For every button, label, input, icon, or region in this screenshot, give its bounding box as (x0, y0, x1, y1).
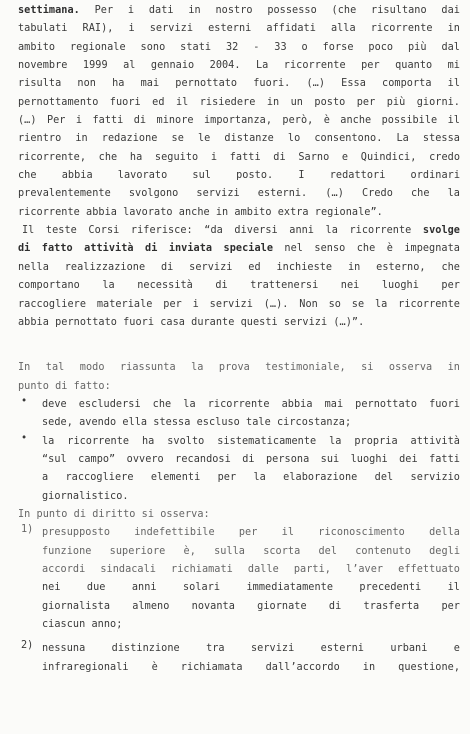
text-line: raccogliere materiale per i servizi (…). Non so se la ricorrente (18, 298, 460, 310)
text-line: ricorrente abbia lavorato anche in ambito extra regionale”. (18, 206, 383, 218)
text-line (18, 240, 460, 258)
text-line: risulta non ha mai pernottato fuori. (…) Essa comporta il (18, 78, 460, 90)
text-line: ricorrente, che ha seguito i fatti di Sarno e Quindici, credo (18, 151, 460, 163)
text-line: funzione superiore è, sulla scorta del contenuto degli (42, 545, 460, 557)
text-line: punto di fatto: (18, 380, 111, 392)
paragraph-summary (18, 359, 460, 396)
text-line: nei due anni solari immediatamente precedenti il (42, 582, 460, 594)
text-line: nella realizzazione di servizi ed inchieste in esterno, che (18, 261, 460, 273)
text-line: In tal modo riassunta la prova testimoniale, si osserva in (18, 362, 460, 374)
text-line: abbia pernottato fuori casa durante questi servizi (…)”. (18, 316, 365, 328)
text-span: Il teste Corsi riferisce: “da diversi anni la ricorrente (22, 225, 423, 237)
bold-text: di fatto attività di inviata speciale (18, 243, 273, 255)
text-line: pernottamento fuori ed il risiedere in un posto per più giorni. (18, 96, 460, 108)
text-line: “sul campo” ovvero recandosi di persona sui luoghi dei fatti (42, 453, 460, 465)
text-line: la ricorrente ha svolto sistematicamente la propria attività (42, 435, 460, 447)
numbered-list (18, 524, 460, 677)
bullet-list (18, 396, 460, 506)
text-span: Per i dati in nostro possesso (che risultano dai (79, 5, 460, 16)
text-line: novembre 1999 al gennaio 2004. La ricorrente per quanto mi (18, 60, 460, 72)
paragraph-gap (18, 332, 460, 359)
list-item (18, 640, 460, 677)
text-line (18, 2, 460, 20)
text-line: rientro in redazione se le distanze lo consentono. La stessa (18, 133, 460, 145)
paragraph-testimony-1 (18, 2, 460, 222)
list-item (18, 433, 460, 506)
text-line: giornalistico. (42, 490, 129, 502)
bold-text: settimana. (18, 5, 80, 16)
text-line: a raccogliere elementi per la elaborazione del servizio (42, 472, 460, 484)
number-mark: 2) (21, 640, 34, 652)
number-mark: 1) (21, 524, 34, 536)
text-line: comportano la necessità di trattenersi nei luoghi per (18, 280, 460, 292)
text-line: (…) Per i fatti di minore importanza, però, è anche possibile il (18, 115, 460, 127)
bullet-mark: • (21, 395, 28, 407)
text-line: prevalentemente svolgono servizi esterni. (…) Credo che la (18, 188, 460, 200)
list-item (18, 524, 460, 634)
text-line: sede, avendo ella stessa escluso tale circostanza; (42, 417, 352, 429)
text-line: ciascun anno; (42, 619, 123, 630)
text-line: deve escludersi che la ricorrente abbia mai pernottato fuori (42, 398, 460, 410)
text-line: accordi sindacali richiamati dalle parti, l’aver effettuato (42, 563, 460, 575)
text-line: presupposto indefettibile per il riconoscimento della (42, 527, 460, 539)
text-line: nessuna distinzione tra servizi esterni urbani e (42, 643, 460, 655)
paragraph-testimony-2 (18, 222, 460, 332)
list-item (18, 396, 460, 433)
text-line: ambito regionale sono stati 32 - 33 o forse poco più dal (18, 41, 460, 53)
bold-text: svolge (422, 225, 460, 237)
text-line: In punto di diritto si osserva: (18, 508, 210, 520)
text-line: che abbia lavorato sul posto. I redattori ordinari (18, 170, 460, 182)
text-line: tabulati RAI), i servizi esterni affidati alla ricorrente in (18, 23, 460, 35)
bullet-mark: • (21, 432, 28, 444)
text-line (18, 222, 460, 240)
text-span: nel senso che è impegnata (273, 243, 460, 255)
text-line: giornalista almeno novanta giornate di trasferta per (42, 600, 460, 612)
text-line: infraregionali è richiamata dall’accordo in questione, (42, 661, 460, 673)
